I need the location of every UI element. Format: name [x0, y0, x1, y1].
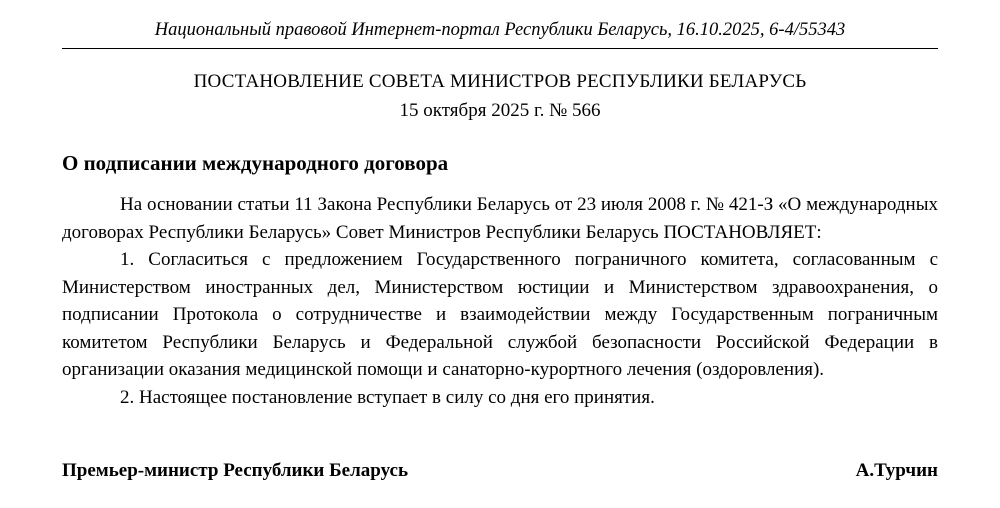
portal-header: Национальный правовой Интернет-портал Республики Беларусь, 16.10.2025, 6-4/55343: [154, 20, 846, 40]
document-date-number: 15 октября 2025 г. № 566: [399, 100, 601, 121]
signature-block: [62, 460, 938, 482]
paragraph-item-1: 1. Согласиться с предложением Государственного пограничного комитета, согласованным с Министерством иностранных дел, Министерством юстиции и Министерством здравоохранения, о подписании Протокола о сотрудничестве и взаимодействии между Государственным пограничным комитетом Республики Беларусь и Федеральной службой безопасности Российской Федерации в организации оказания медицинской помощи и санаторно-курортного лечения (оздоровления).: [62, 249, 938, 380]
paragraph-item-2: 2. Настоящее постановление вступает в силу со дня его принятия.: [120, 386, 655, 408]
document-body: [62, 191, 938, 411]
document-title: ПОСТАНОВЛЕНИЕ СОВЕТА МИНИСТРОВ РЕСПУБЛИКИ БЕЛАРУСЬ: [193, 71, 807, 92]
signatory-name: А.Турчин: [855, 460, 938, 481]
signatory-position: Премьер-министр Республики Беларусь: [62, 460, 408, 481]
header-divider: [62, 48, 938, 49]
document-heading: О подписании международного договора: [62, 151, 449, 175]
paragraph-preamble: На основании статьи 11 Закона Республики Беларусь от 23 июля 2008 г. № 421-З «О международных договорах Республики Беларусь» Совет Министров Республики Беларусь ПОСТАНОВЛЯЕТ:: [62, 194, 938, 243]
